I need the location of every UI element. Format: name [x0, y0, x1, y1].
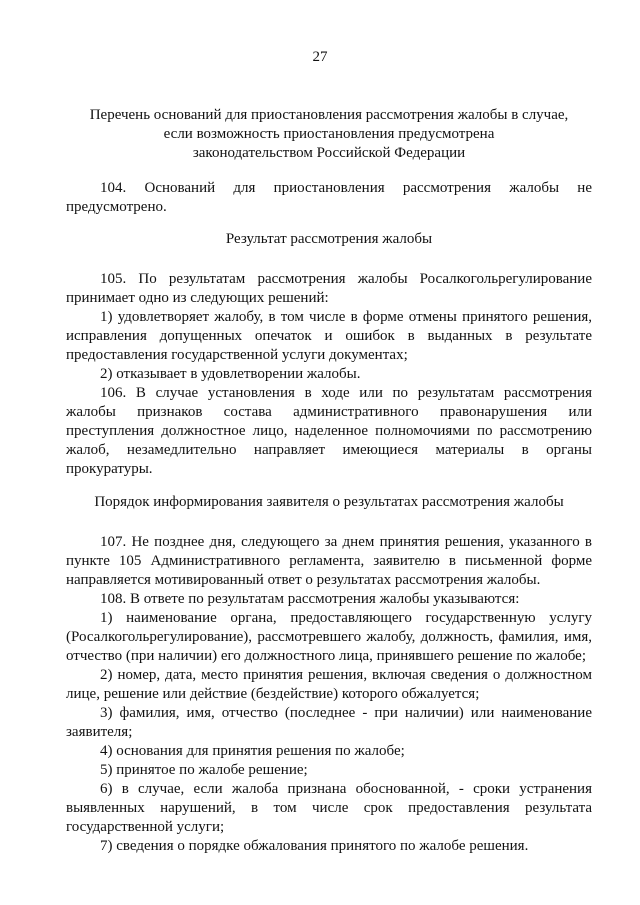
heading-line: Результат рассмотрения жалобы — [225, 231, 433, 247]
heading-line: Перечень оснований для приостановления рассмотрения жалобы в случае, — [89, 107, 569, 123]
paragraph-108-item-6: 6) в случае, если жалоба признана обоснованной, - сроки устранения выявленных нарушений, в том числе срок предоставления результата государственной услуги; — [66, 781, 592, 835]
paragraph-108-item-4: 4) основания для принятия решения по жалобе; — [100, 743, 405, 759]
page-number: 27 — [312, 49, 328, 65]
paragraph-105-item-1: 1) удовлетворяет жалобу, в том числе в форме отмены принятого решения, исправления допущенных опечаток и ошибок в выданных в результате предоставления государственной услуги документах; — [66, 309, 592, 363]
paragraph-108: 108. В ответе по результатам рассмотрения жалобы указываются: — [100, 591, 520, 607]
paragraph-108-item-2: 2) номер, дата, место принятия решения, включая сведения о должностном лице, решение или действие (бездействие) которого обжалуется; — [66, 667, 592, 702]
paragraph-105-item-2: 2) отказывает в удовлетворении жалобы. — [100, 366, 361, 382]
heading-suspension-grounds — [66, 106, 592, 163]
heading-informing-order — [66, 493, 592, 512]
heading-line: законодательством Российской Федерации — [192, 145, 466, 161]
section-informing-body — [66, 533, 592, 856]
heading-line: Порядок информирования заявителя о результатах рассмотрения жалобы — [94, 494, 564, 510]
paragraph-108-item-1: 1) наименование органа, предоставляющего государственную услугу (Росалкогольрегулирование), рассмотревшего жалобу, должность, фамилия, имя, отчество (при наличии) его должностного лица, принявшего решение по жалобе; — [66, 610, 592, 664]
paragraph-107: 107. Не позднее дня, следующего за днем принятия решения, указанного в пункте 105 Административного регламента, заявителю в письменной форме направляется мотивированный ответ о результатах рассмотрения жалобы. — [66, 534, 592, 588]
paragraph-104: 104. Оснований для приостановления рассмотрения жалобы не предусмотрено. — [66, 180, 592, 215]
paragraph-106: 106. В случае установления в ходе или по результатам рассмотрения жалобы признаков состава административного правонарушения или преступления должностное лицо, наделенное полномочиями по рассмотрению жалоб, незамедлительно направляет имеющиеся материалы в органы прокуратуры. — [66, 385, 592, 477]
paragraph-108-item-3: 3) фамилия, имя, отчество (последнее - при наличии) или наименование заявителя; — [66, 705, 592, 740]
paragraph-105: 105. По результатам рассмотрения жалобы Росалкогольрегулирование принимает одно из следующих решений: — [66, 271, 592, 306]
section-result-body — [66, 270, 592, 479]
heading-line: если возможность приостановления предусмотрена — [163, 126, 495, 142]
heading-complaint-result — [66, 230, 592, 249]
paragraph-108-item-7: 7) сведения о порядке обжалования принятого по жалобе решения. — [100, 838, 529, 854]
paragraph-108-item-5: 5) принятое по жалобе решение; — [100, 762, 308, 778]
section-suspension-body — [66, 179, 592, 217]
